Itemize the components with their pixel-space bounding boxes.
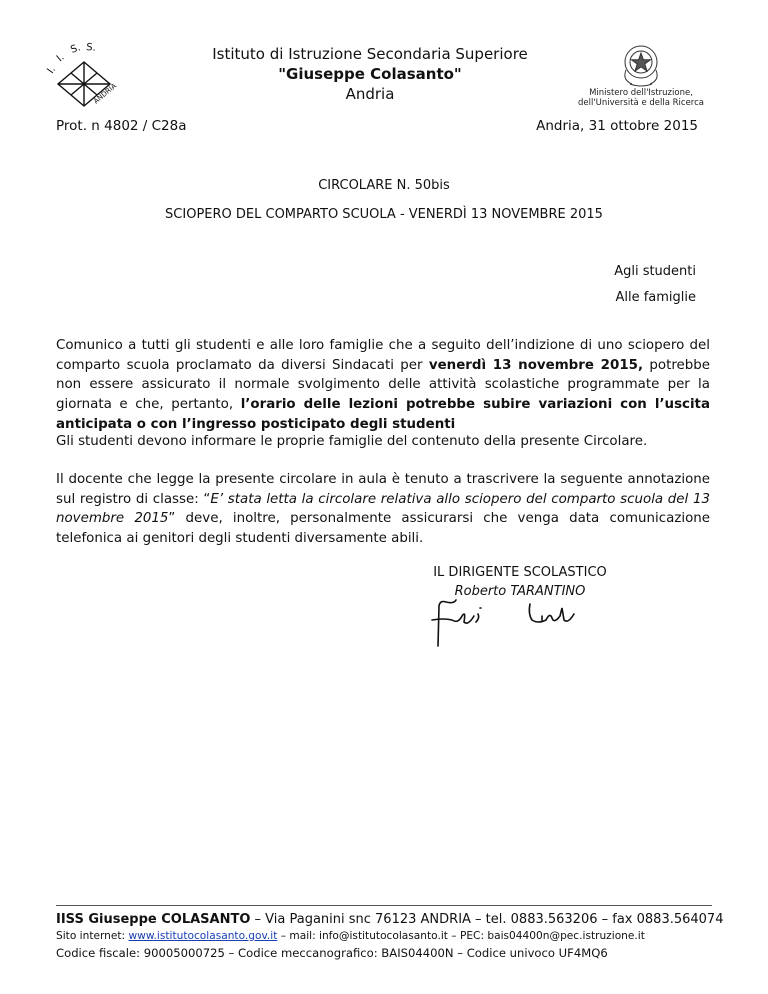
logo-city: ANDRIA — [92, 81, 119, 106]
recipient-students: Agli studenti — [614, 264, 696, 279]
circular-subject: SCIOPERO DEL COMPARTO SCUOLA - VENERDÌ 13 NOVEMBRE 2015 — [165, 207, 603, 222]
school-type: Istituto di Istruzione Secondaria Superiore — [212, 45, 528, 63]
protocol-number: Prot. n 4802 / C28a — [56, 118, 187, 134]
schedule-warning: l’orario delle lezioni potrebbe subire variazioni con l’uscita anticipata o con l’ingresso posticipato degli studenti — [56, 397, 710, 432]
signature-block — [420, 563, 620, 601]
handwritten-signature — [424, 598, 604, 654]
school-name: "Giuseppe Colasanto" — [278, 65, 462, 83]
school-header — [190, 44, 550, 104]
logo-letter-1: I. — [45, 64, 58, 76]
footer-school-name: IISS Giuseppe COLASANTO — [56, 912, 251, 927]
body-paragraph-1: Comunico a tutti gli studenti e alle loro famiglie che a seguito dell’indizione di uno sciopero del comparto scuola proclamato da diversi Sindacati per venerdì 13 novembre 2015, potrebbe non essere assicurato il normale svolgimento delle attività scolastiche programmate per la giornata e che, pertanto, l’orario delle lezioni potrebbe subire variazioni con l’uscita anticipata o con l’ingresso posticipato degli studenti — [56, 338, 711, 432]
document-date: Andria, 31 ottobre 2015 — [536, 118, 698, 134]
recipient-families: Alle famiglie — [615, 290, 696, 305]
footer-contact-line: Sito internet: www.istitutocolasanto.gov.it – mail: info@istitutocolasanto.it – PEC: bais04400n@pec.istruzione.it — [56, 930, 645, 942]
logo-letter-2: I. — [54, 51, 67, 65]
republic-emblem-icon — [618, 40, 664, 88]
ministry-block — [566, 40, 716, 108]
register-annotation: E’ stata letta la circolare relativa allo sciopero del comparto scuola del 13 novembre 2015 — [56, 491, 710, 527]
signer-role: IL DIRIGENTE SCOLASTICO — [433, 565, 607, 580]
school-city: Andria — [345, 85, 395, 103]
website-link[interactable]: www.istitutocolasanto.gov.it — [128, 930, 278, 942]
footer-address: – Via Paganini snc 76123 ANDRIA – tel. 0883.563206 – fax 0883.564074 — [250, 912, 724, 927]
strike-date: venerdì 13 novembre 2015, — [428, 357, 644, 373]
body-paragraph-2: Gli studenti devono informare le proprie famiglie del contenuto della presente Circolare. — [56, 434, 648, 449]
ministry-line2: dell'Università e della Ricerca — [578, 98, 704, 108]
footer-codes: Codice fiscale: 90005000725 – Codice meccanografico: BAIS04400N – Codice univoco UF4MQ6 — [56, 946, 608, 960]
signer-name: Roberto TARANTINO — [454, 584, 586, 599]
school-logo — [45, 42, 140, 110]
logo-letter-3: S. — [69, 42, 82, 56]
footer-divider — [56, 905, 712, 906]
footer-school-line — [56, 912, 723, 927]
body-paragraph-3: Il docente che legge la presente circolare in aula è tenuto a trascrivere la seguente annotazione sul registro di classe: “E’ stata letta la circolare relativa allo sciopero del comparto scuola del 13 novembre 2015” deve, inoltre, personalmente assicurarsi che venga data comunicazione telefonica ai genitori degli studenti diversamente abili. — [56, 472, 710, 547]
circular-number: CIRCOLARE N. 50bis — [318, 178, 450, 193]
ministry-line1: Ministero dell'Istruzione, — [589, 88, 693, 98]
logo-letter-4: S. — [85, 42, 97, 54]
